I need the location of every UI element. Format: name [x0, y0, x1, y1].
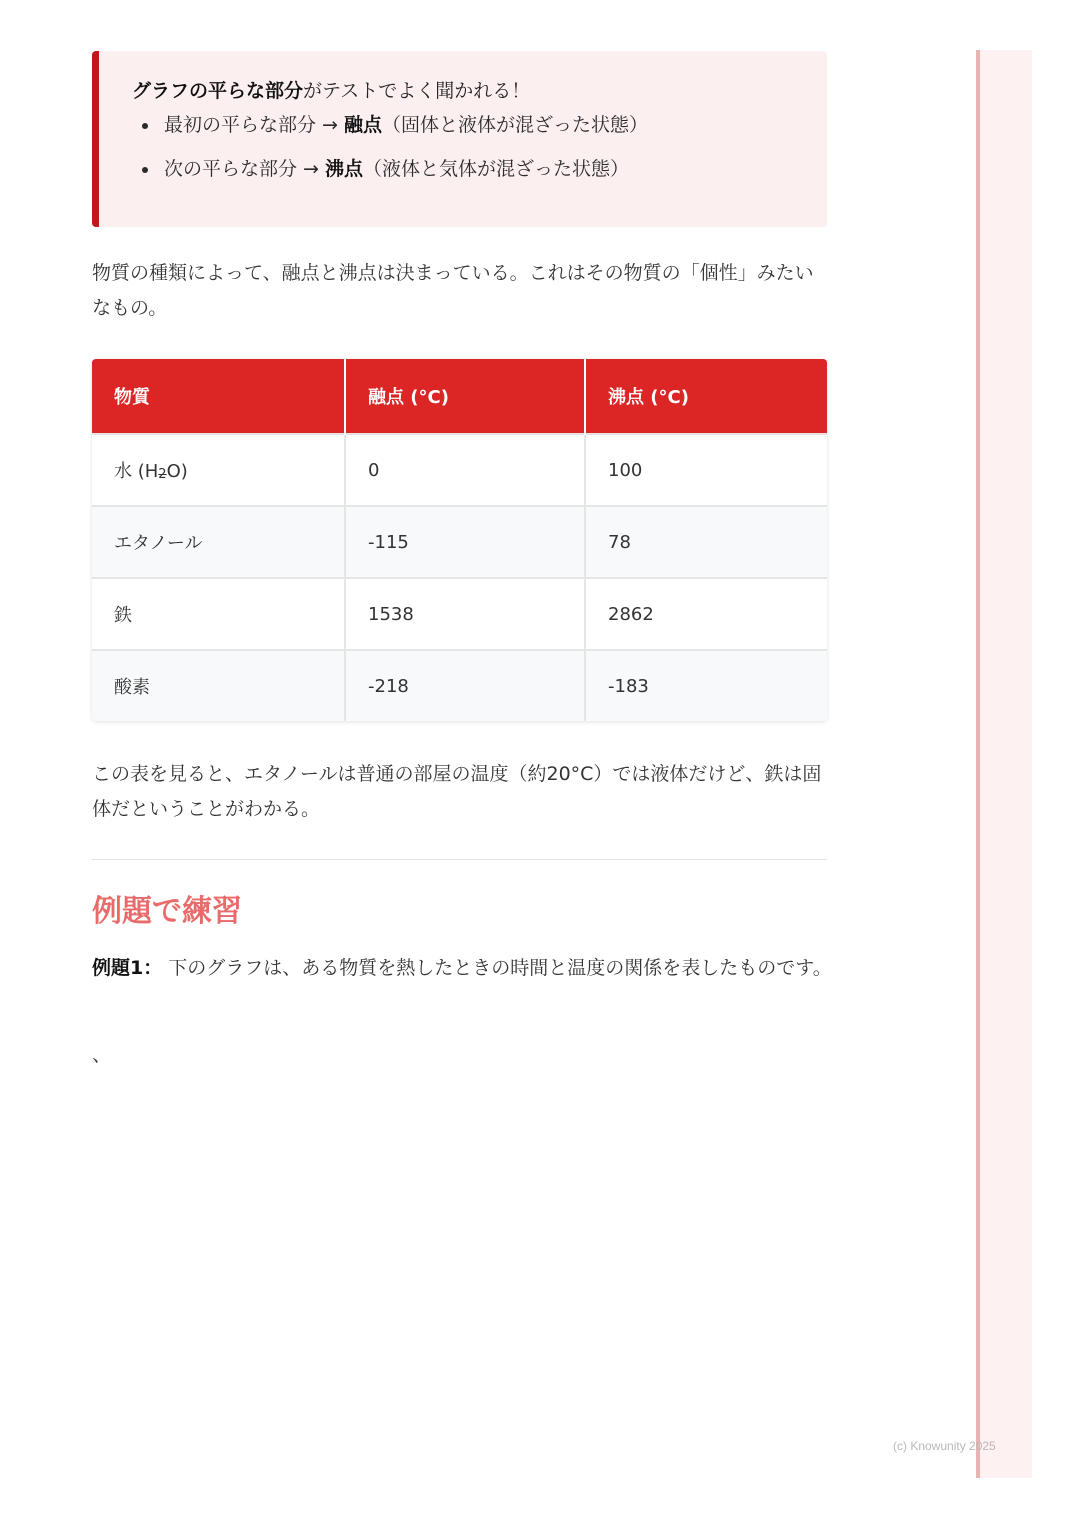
- callout-item-suffix: （固体と液体が混ざった状態）: [382, 114, 649, 136]
- cell-substance-subscript: 2: [158, 467, 167, 482]
- cell-substance: [92, 434, 345, 506]
- paragraph-intro: 物質の種類によって、融点と沸点は決まっている。これはその物質の「個性」みたいなもの。: [92, 262, 814, 319]
- cell-boiling: 100: [585, 434, 827, 506]
- table-row: [92, 434, 827, 506]
- bullet-icon: [142, 167, 148, 173]
- section-title: 例題で練習: [92, 894, 242, 929]
- callout-item-prefix: 最初の平らな部分 →: [164, 114, 344, 136]
- tip-callout: [92, 51, 827, 227]
- section-divider: [92, 859, 827, 860]
- example-label: 例題1：: [92, 957, 163, 979]
- cell-substance: エタノール: [92, 506, 345, 578]
- header-boiling-point: 沸点 (°C): [585, 359, 827, 434]
- cell-melting: -218: [345, 650, 585, 721]
- cell-boiling: 78: [585, 506, 827, 578]
- callout-item-boiling: [132, 155, 648, 183]
- cell-substance-text: 水 (H: [114, 461, 159, 482]
- stray-mark: 、: [92, 1044, 112, 1066]
- header-melting-point: 融点 (°C): [345, 359, 585, 434]
- cell-substance-text-end: O): [166, 461, 188, 482]
- example-text: 下のグラフは、ある物質を熱したときの時間と温度の関係を表したものです。: [162, 957, 832, 979]
- cell-melting: 0: [345, 434, 585, 506]
- callout-item-suffix: （液体と気体が混ざった状態）: [363, 158, 630, 180]
- callout-item-bold: 融点: [344, 114, 383, 136]
- substance-table: [92, 359, 827, 721]
- table-row: [92, 506, 827, 578]
- cell-boiling: -183: [585, 650, 827, 721]
- table-row: [92, 650, 827, 721]
- bullet-icon: [142, 123, 148, 129]
- cell-boiling: 2862: [585, 578, 827, 650]
- copyright-footer: (c) Knowunity 2025: [893, 1439, 996, 1453]
- table-row: [92, 578, 827, 650]
- callout-item-bold: 沸点: [325, 158, 364, 180]
- callout-list: [132, 111, 648, 199]
- paragraph-table-note: この表を見ると、エタノールは普通の部屋の温度（約20°C）では液体だけど、鉄は固体だということがわかる。: [92, 763, 822, 820]
- cell-melting: -115: [345, 506, 585, 578]
- callout-item-melting: [132, 111, 648, 139]
- header-substance: 物質: [92, 359, 345, 434]
- cell-substance: 鉄: [92, 578, 345, 650]
- side-accent-line: [976, 50, 980, 1478]
- cell-melting: 1538: [345, 578, 585, 650]
- callout-heading: [132, 77, 530, 105]
- callout-heading-rest: がテストでよく聞かれる！: [303, 80, 531, 102]
- table-header-row: [92, 359, 827, 434]
- side-panel: [976, 50, 1032, 1478]
- callout-item-prefix: 次の平らな部分 →: [164, 158, 325, 180]
- cell-substance: 酸素: [92, 650, 345, 721]
- callout-heading-bold: グラフの平らな部分: [132, 80, 304, 102]
- example-problem: [92, 951, 832, 986]
